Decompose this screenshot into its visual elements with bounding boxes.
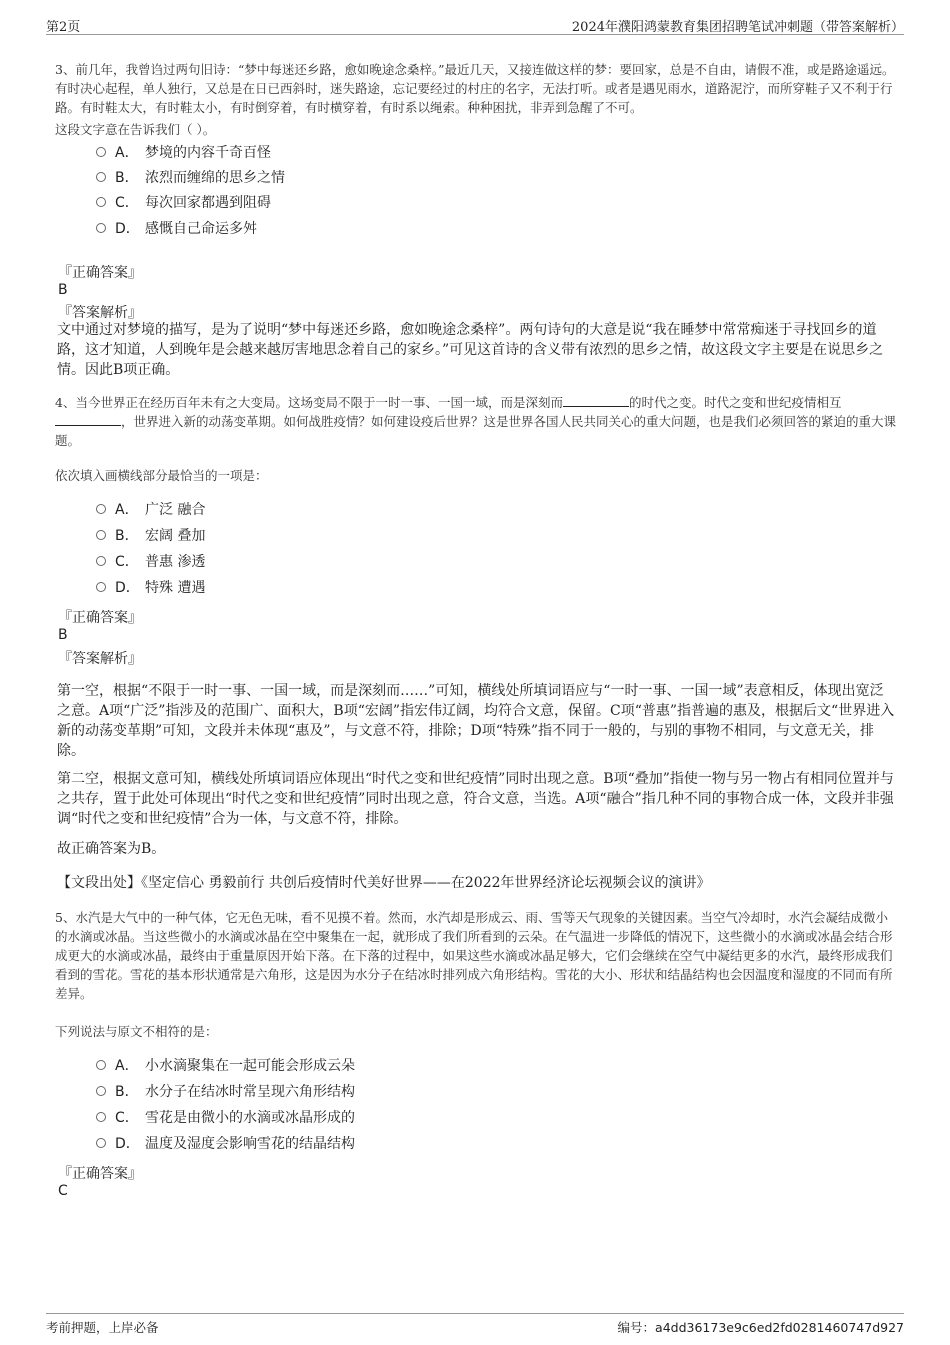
q4-correct-answer-label: 『正确答案』 xyxy=(58,610,142,626)
q3-prompt: 这段文字意在告诉我们（ ）。 xyxy=(55,122,216,137)
q3-option-a[interactable]: A． 梦境的内容千奇百怪 xyxy=(96,142,271,164)
footer-slogan: 考前押题，上岸必备 xyxy=(46,1320,159,1335)
q3-correct-answer-label: 『正确答案』 xyxy=(58,265,142,281)
document-code: 编号：a4dd36173e9c6ed2fd0281460747d927 xyxy=(617,1320,904,1335)
q4-answer: B xyxy=(58,627,68,643)
radio-icon[interactable] xyxy=(96,172,106,182)
q5-answer: C xyxy=(58,1183,68,1199)
q3-option-d[interactable]: D． 感慨自己命运多舛 xyxy=(96,218,257,240)
q4-analysis-label: 『答案解析』 xyxy=(58,651,142,667)
q3-answer: B xyxy=(58,282,68,298)
page-footer xyxy=(46,1313,904,1336)
q4-analysis-paragraph-1: 第一空，根据“不限于一时一事、一国一域，而是深刻而……”可知，横线处所填词语应与“一时一事、一国一域”表意相反，体现出宽泛之意。A项“广泛”指涉及的范围广、面积大，B项“宏阔”指宏伟辽阔，均符合文意，保留。C项“普惠”指普遍的惠及，根据后文“世界进入新的动荡变革期”可知，文段并未体现“惠及”，与文意不符，排除；D项“特殊”指不同于一般的，与别的事物不相同，与文意无关，排除。 xyxy=(57,683,895,759)
q3-option-b[interactable]: B． 浓烈而缠绵的思乡之情 xyxy=(96,167,285,189)
q4-analysis-paragraph-3: 故正确答案为B。 xyxy=(57,841,166,857)
q4-option-c[interactable]: C． 普惠 渗透 xyxy=(96,551,205,573)
q3-stem: 3、前几年，我曾诌过两句旧诗：“梦中每迷还乡路，愈如晚途念桑梓。”最近几天，又接连做这样的梦：要回家，总是不自由，请假不准，或是路途遥远。有时决心起程，单人独行，又总是在日已西斜时，迷失路途，忘记要经过的村庄的名字，无法打听。或者是遇见雨水，道路泥泞，而所穿鞋子又不利于行路。有时鞋太大，有时鞋太小，有时倒穿着，有时横穿着，有时系以绳索。种种困扰，非弄到急醒了不可。 xyxy=(55,62,895,115)
page-number: 第2页 xyxy=(46,20,81,35)
radio-icon[interactable] xyxy=(96,556,106,566)
radio-icon[interactable] xyxy=(96,1086,106,1096)
q5-option-c[interactable]: C． 雪花是由微小的水滴或冰晶形成的 xyxy=(96,1107,355,1129)
q5-option-d[interactable]: D． 温度及湿度会影响雪花的结晶结构 xyxy=(96,1133,355,1155)
blank-1 xyxy=(563,394,629,407)
radio-icon[interactable] xyxy=(96,223,106,233)
radio-icon[interactable] xyxy=(96,504,106,514)
document-title: 2024年濮阳鸿蒙教育集团招聘笔试冲刺题（带答案解析） xyxy=(571,20,904,35)
q3-option-c[interactable]: C． 每次回家都遇到阻碍 xyxy=(96,192,271,214)
radio-icon[interactable] xyxy=(96,1138,106,1148)
q4-source: 【文段出处】《坚定信心 勇毅前行 共创后疫情时代美好世界——在2022年世界经济论坛视频会议的演讲》 xyxy=(57,875,711,891)
page-header xyxy=(46,14,904,35)
q4-option-d[interactable]: D． 特殊 遭遇 xyxy=(96,577,205,599)
radio-icon[interactable] xyxy=(96,197,106,207)
q4-prompt: 依次填入画横线部分最恰当的一项是： xyxy=(55,468,268,483)
q5-option-a[interactable]: A． 小水滴聚集在一起可能会形成云朵 xyxy=(96,1055,355,1077)
q4-option-b[interactable]: B． 宏阔 叠加 xyxy=(96,525,205,547)
radio-icon[interactable] xyxy=(96,147,106,157)
q3-analysis: 文中通过对梦境的描写，是为了说明“梦中每迷还乡路，愈如晚途念桑梓”。两句诗句的大意是说“我在睡梦中常常痴迷于寻找回乡的道路，这才知道，人到晚年是会越来越厉害地思念着自己的家乡。”可见这首诗的含义带有浓烈的思乡之情，故这段文字主要是在说思乡之情。因此B项正确。 xyxy=(57,322,884,378)
q5-correct-answer-label: 『正确答案』 xyxy=(58,1166,142,1182)
q5-option-b[interactable]: B． 水分子在结冰时常呈现六角形结构 xyxy=(96,1081,355,1103)
radio-icon[interactable] xyxy=(96,582,106,592)
q3-analysis-label: 『答案解析』 xyxy=(58,305,142,321)
q5-prompt: 下列说法与原文不相符的是： xyxy=(55,1024,218,1039)
q4-stem: 4、当今世界正在经历百年未有之大变局。这场变局不限于一时一事、一国一域，而是深刻而 的时代之变。时代之变和世纪疫情相互，世界进入新的动荡变革期。如何战胜疫情？如何建设疫后世界？这是世界各国人民共同关心的重大问题，也是我们必须回答的紧迫的重大课题。 xyxy=(55,395,897,448)
blank-2 xyxy=(55,413,121,426)
radio-icon[interactable] xyxy=(96,530,106,540)
radio-icon[interactable] xyxy=(96,1060,106,1070)
q4-option-a[interactable]: A． 广泛 融合 xyxy=(96,499,205,521)
q4-analysis-paragraph-2: 第二空，根据文意可知，横线处所填词语应体现出“时代之变和世纪疫情”同时出现之意。B项“叠加”指使一物与另一物占有相同位置并与之共存，置于此处可体现出“时代之变和世纪疫情”同时出现之意，符合文意，当选。A项“融合”指几种不同的事物合成一体，文段并非强调“时代之变和世纪疫情”合为一体，与文意不符，排除。 xyxy=(57,771,894,827)
radio-icon[interactable] xyxy=(96,1112,106,1122)
q5-stem: 5、水汽是大气中的一种气体，它无色无味，看不见摸不着。然而，水汽却是形成云、雨、雪等天气现象的关键因素。当空气冷却时，水汽会凝结成微小的水滴或冰晶。当这些微小的水滴或冰晶在空中聚集在一起，就形成了我们所看到的云朵。在气温进一步降低的情况下，这些微小的水滴或冰晶会结合形成更大的水滴或冰晶，最终由于重量原因开始下落。在下落的过程中，如果这些水滴或冰晶足够大，它们会继续在空气中凝结更多的水汽，最终形成我们看到的雪花。雪花的基本形状通常是六角形，这是因为水分子在结冰时排列成六角形结构。雪花的大小、形状和结晶结构也会因温度和湿度的不同而有所差异。 xyxy=(55,910,893,1001)
